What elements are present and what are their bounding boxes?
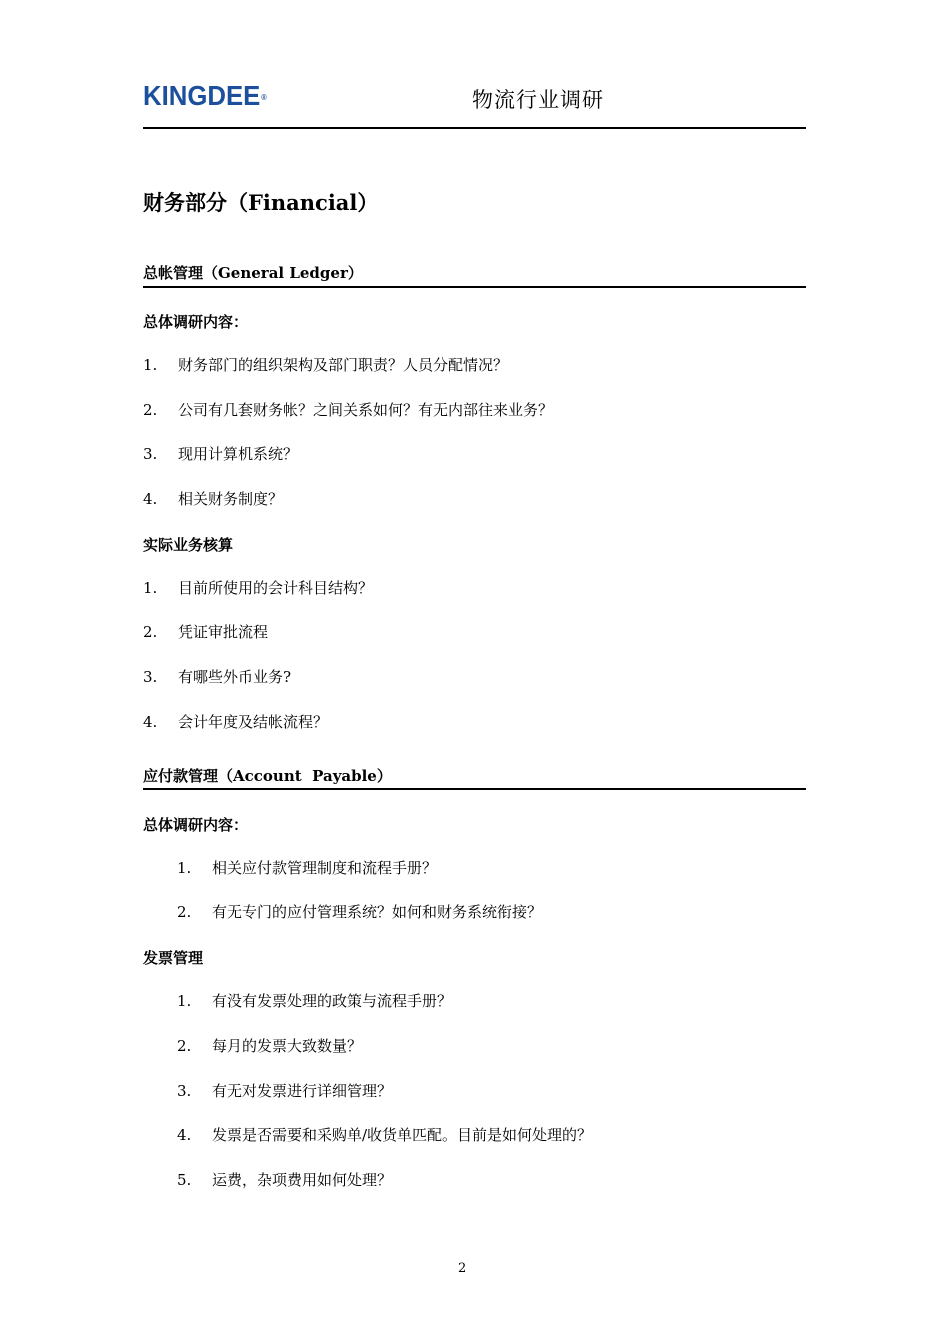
list-text: 有无对发票进行详细管理？ <box>212 1082 393 1100</box>
list-number: 4. <box>143 490 158 508</box>
subsection-divider <box>143 788 806 790</box>
header-divider <box>143 127 806 129</box>
list-number: 3. <box>177 1082 192 1100</box>
list-number: 3. <box>143 668 158 686</box>
subsection-divider <box>143 286 806 288</box>
list-text: 会计年度及结帐流程？ <box>178 713 329 731</box>
list-number: 1. <box>143 356 158 374</box>
list-text: 发票是否需要和采购单/收货单匹配。目前是如何处理的？ <box>212 1126 593 1144</box>
list-number: 2. <box>177 903 192 921</box>
subsection-title-general-ledger: 总帐管理（General Ledger） <box>143 264 363 282</box>
invoice-management-label: 发票管理 <box>143 949 204 967</box>
list-text: 有无专门的应付管理系统？如何和财务系统衔接？ <box>212 903 543 921</box>
list-number: 2. <box>177 1037 192 1055</box>
subsection-title-accounts-payable: 应付款管理（Account Payable） <box>143 767 392 785</box>
list-number: 5. <box>177 1171 192 1189</box>
header-title: 物流行业调研 <box>472 88 604 112</box>
list-text: 公司有几套财务帐？之间关系如何？有无内部往来业务？ <box>178 401 554 419</box>
registered-mark: ® <box>261 93 267 102</box>
list-number: 2. <box>143 623 158 641</box>
list-text: 现用计算机系统？ <box>178 445 299 463</box>
list-text: 目前所使用的会计科目结构？ <box>178 579 374 597</box>
page-number: 2 <box>458 1261 467 1276</box>
list-text: 相关应付款管理制度和流程手册？ <box>212 859 438 877</box>
list-text: 相关财务制度？ <box>178 490 284 508</box>
list-number: 3. <box>143 445 158 463</box>
list-number: 1. <box>177 992 192 1010</box>
actual-accounting-label: 实际业务核算 <box>143 536 234 554</box>
list-text: 有哪些外币业务? <box>178 668 292 686</box>
list-number: 4. <box>143 713 158 731</box>
section-heading-financial: 财务部分（Financial） <box>143 190 379 215</box>
kingdee-logo <box>143 81 267 111</box>
list-text: 财务部门的组织架构及部门职责？人员分配情况？ <box>178 356 509 374</box>
list-number: 1. <box>143 579 158 597</box>
list-text: 凭证审批流程 <box>178 623 269 641</box>
list-number: 4. <box>177 1126 192 1144</box>
list-number: 2. <box>143 401 158 419</box>
list-text: 有没有发票处理的政策与流程手册？ <box>212 992 453 1010</box>
overall-research-label: 总体调研内容： <box>143 313 249 331</box>
logo-text: KINGDEE <box>143 80 261 111</box>
list-text: 运费，杂项费用如何处理？ <box>212 1171 393 1189</box>
list-text: 每月的发票大致数量？ <box>212 1037 363 1055</box>
list-number: 1. <box>177 859 192 877</box>
overall-research-label: 总体调研内容： <box>143 816 249 834</box>
